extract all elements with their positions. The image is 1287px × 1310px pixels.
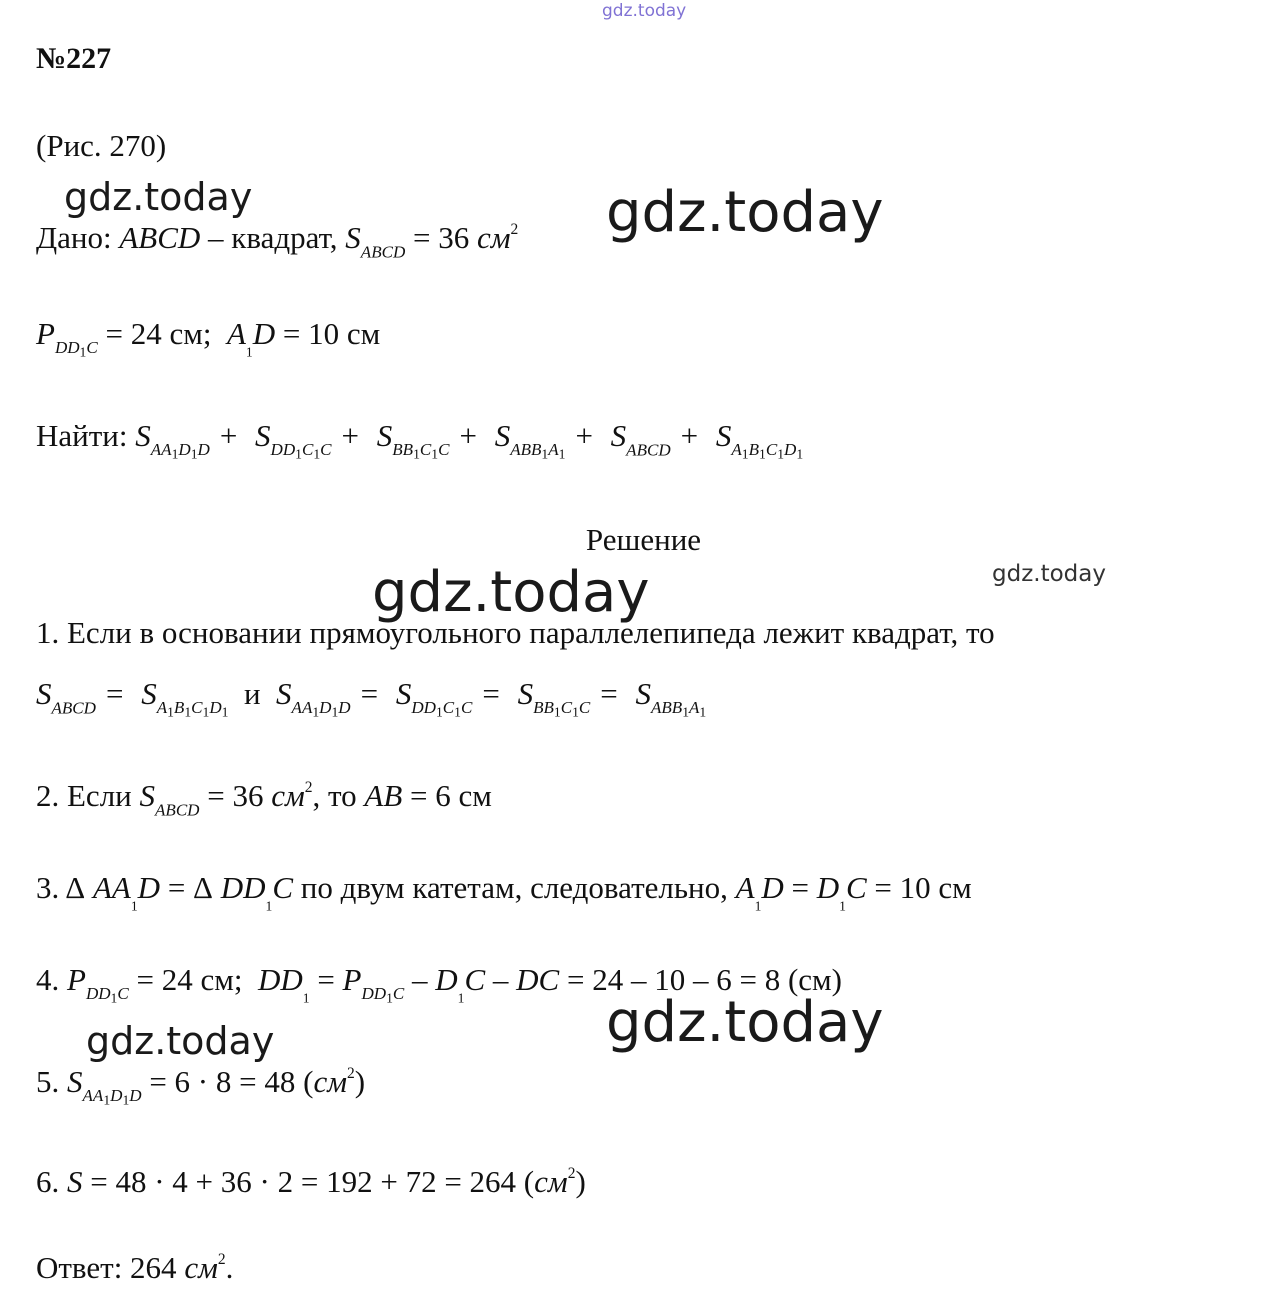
watermark-top: gdz.today <box>602 1 687 21</box>
a1d-value: = 10 см <box>282 316 381 351</box>
figure-reference: (Рис. 270) <box>36 128 167 163</box>
find-line: Найти: $S_{AA_1D_1D} + S_{DD_1C_1C} + S_{BB_1C_1C} + S_{ABB_1A_1}+ S_{ABCD} + S_{A_1B_1C_1D_1}$ <box>36 418 804 462</box>
solution-heading: Решение <box>585 522 702 557</box>
given-line-2: $P_{DD_1C} = 24$ см; $A_{_1}D = 10$ см <box>36 316 381 360</box>
watermark-mid-left: gdz.today <box>64 175 253 219</box>
step-1-equalities: $S_{ABCD} = S_{A_1B_1C_1D_1}$ и $S_{AA_1D_1D} = S_{DD_1C_1C} = S_{BB_1C_1C} = S_{ABB_1A_1}$ <box>36 676 707 720</box>
step-4: 4. $P_{DD_1C} = 24$ см; $DD_{_1} = P_{DD_1C} - D_{_1}C$ – DC = 24 – 10 – 6 = 8 (см) <box>36 962 842 1006</box>
watermark-bottom-left: gdz.today <box>86 1019 275 1063</box>
given-label: Дано: <box>36 220 112 255</box>
watermark-big-2: gdz.today <box>372 560 650 625</box>
step-2: 2. Если $S_{ABCD} = 36$ $см^2$, то AB = 6 см <box>36 778 492 820</box>
watermark-big-1: gdz.today <box>606 180 884 245</box>
step-5: 5. $S_{AA_1D_1D} = 6 \cdot 8 = 48$ $(см^2)$ <box>36 1064 366 1108</box>
and-word: и <box>243 676 261 711</box>
watermark-big-3: gdz.today <box>606 990 884 1055</box>
area-value: = 36 <box>413 220 470 255</box>
problem-number: №227 <box>36 42 112 75</box>
find-label: Найти: <box>36 418 128 453</box>
step-3: 3. Δ $AA_{_1}D = \Delta$ $DD_{_1}C$ по двум катетам, следовательно, $A_{_1}D = D_{_1}C = 10$ см <box>36 870 972 914</box>
abcd-label: ABCD <box>119 220 201 255</box>
answer-line: Ответ: 264 $см^2$. <box>36 1250 234 1285</box>
perimeter-value: = 24 см; <box>105 316 212 351</box>
watermark-small-right: gdz.today <box>992 561 1106 587</box>
step-1: 1. Если в основании прямоугольного параллелепипеда лежит квадрат, то <box>36 615 995 650</box>
given-text: – квадрат, <box>208 220 338 255</box>
step-6: 6. S = 48 · 4 + 36 · 2 = 192 + 72 = 264 $(см^2)$ <box>36 1164 586 1199</box>
given-line: Дано: ABCD – квадрат, $S_{ABCD} = 36$ $см^2$ <box>36 220 519 262</box>
unit-cm: см <box>477 220 511 255</box>
